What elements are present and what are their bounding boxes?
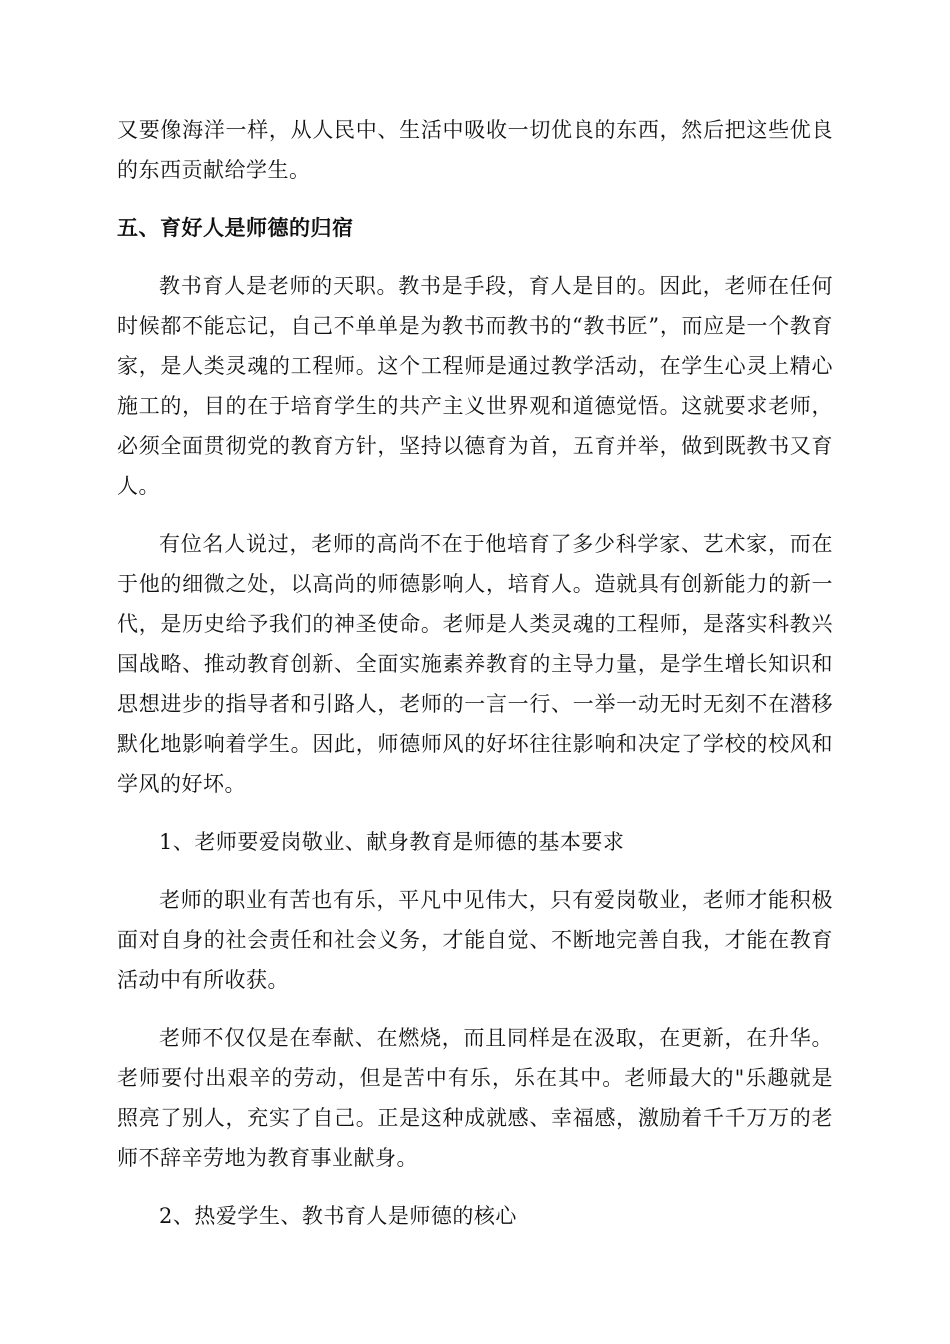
document-body: [117, 110, 833, 1254]
body-paragraph: 有位名人说过，老师的高尚不在于他培育了多少科学家、艺术家，而在于他的细微之处，以高尚的师德影响人，培育人。造就具有创新能力的新一代，是历史给予我们的神圣使命。老师是人类灵魂的工程师，是落实科教兴国战略、推动教育创新、全面实施素养教育的主导力量，是学生增长知识和思想进步的指导者和引路人，老师的一言一行、一举一动无时无刻不在潜移默化地影响着学生。因此，师德师风的好坏往往影响和决定了学校的校风和学风的好坏。: [117, 532, 833, 796]
subheading-2: 2、热爱学生、教书育人是师德的核心: [159, 1204, 517, 1228]
section-heading: 五、育好人是师德的归宿: [117, 216, 354, 240]
subheading-1: 1、老师要爱岗敬业、献身教育是师德的基本要求: [159, 830, 625, 854]
continuation-paragraph: 又要像海洋一样，从人民中、生活中吸收一切优良的东西，然后把这些优良的东西贡献给学生。: [117, 118, 833, 182]
body-paragraph: 老师不仅仅是在奉献、在燃烧，而且同样是在汲取，在更新，在升华。老师要付出艰辛的劳动，但是苦中有乐，乐在其中。老师最大的"乐趣就是照亮了别人，充实了自己。正是这种成就感、幸福感，激励着千千万万的老师不辞辛劳地为教育事业献身。: [117, 1026, 833, 1170]
body-paragraph: 教书育人是老师的天职。教书是手段，育人是目的。因此，老师在任何时候都不能忘记，自己不单单是为教书而教书的“教书匠”，而应是一个教育家，是人类灵魂的工程师。这个工程师是通过教学活动，在学生心灵上精心施工的，目的在于培育学生的共产主义世界观和道德觉悟。这就要求老师，必须全面贯彻党的教育方针，坚持以德育为首，五育并举，做到既教书又育人。: [117, 274, 833, 498]
body-paragraph: 老师的职业有苦也有乐，平凡中见伟大，只有爱岗敬业，老师才能积极面对自身的社会责任和社会义务，才能自觉、不断地完善自我，才能在教育活动中有所收获。: [117, 888, 833, 992]
